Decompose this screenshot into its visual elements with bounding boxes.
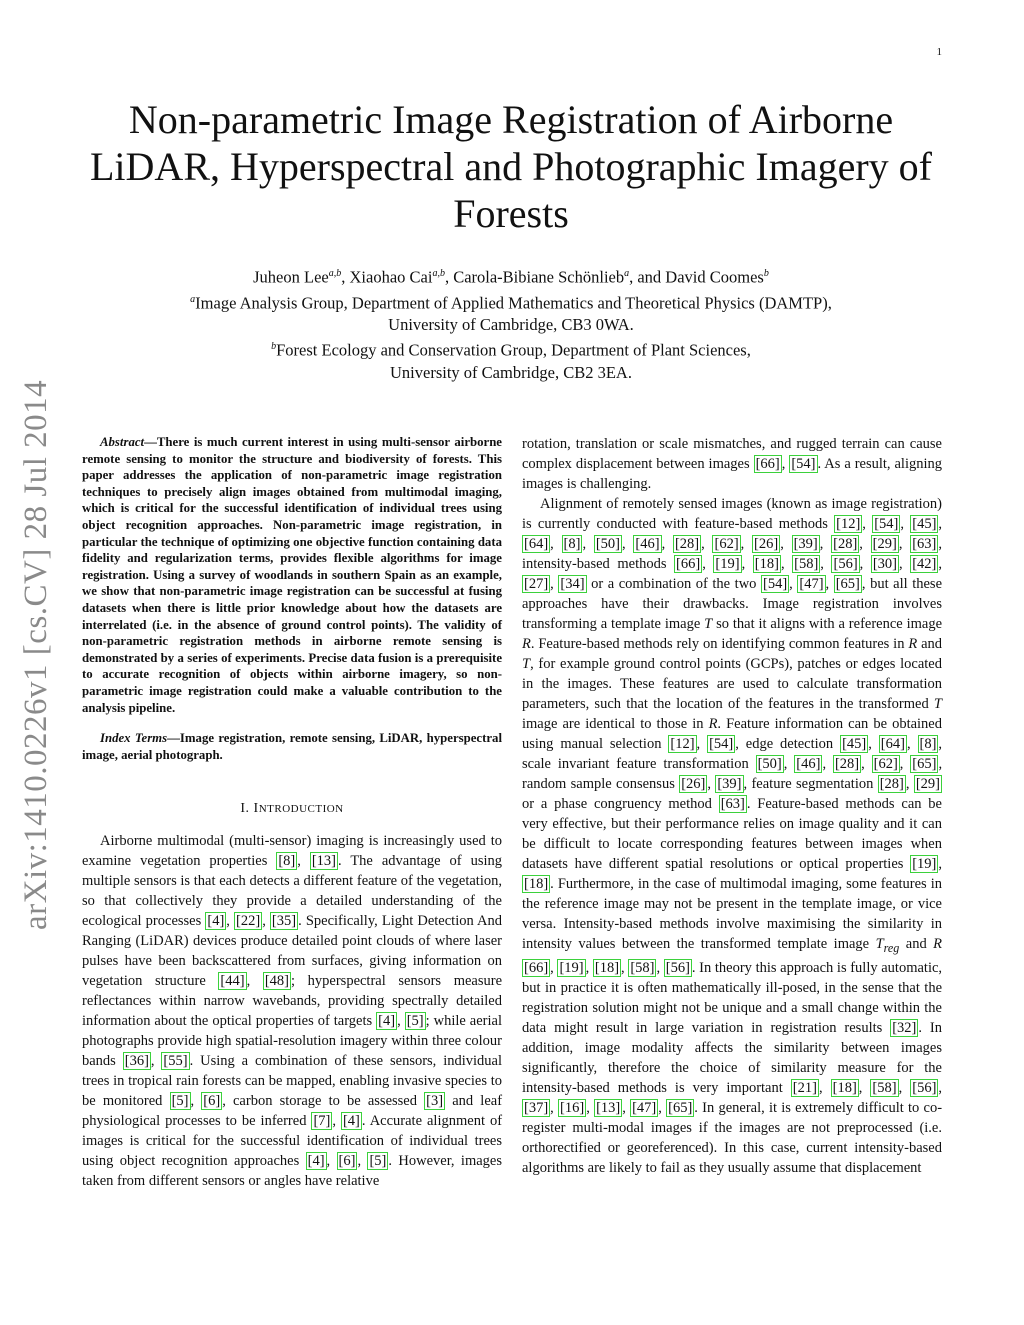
continued-paragraph: rotation, translation or scale mismatches, and rugged terrain can cause complex displacement between images [66] , [54] . As a result, aligning images is challenging. <box>522 436 943 492</box>
citation-link[interactable]: [50] <box>595 536 621 552</box>
text-run: Alignment of remotely sensed images (known as image registration) is currently conducted with feature-based methods <box>522 496 942 532</box>
citation-link[interactable]: [13] <box>596 1099 621 1116</box>
text-run: . However, images taken from different sensors or angles have relative <box>82 1153 503 1190</box>
citation-link[interactable]: [26] <box>681 776 706 792</box>
citation-link[interactable]: [28] <box>674 536 700 552</box>
paper-title: Non-parametric Image Registration of Airborne LiDAR, Hyperspectral and Photographic Imagery of Forests <box>90 97 932 236</box>
index-terms-text: Image registration, remote sensing, LiDAR, hyperspectral image, aerial photograph. <box>82 731 503 762</box>
author-name: Xiaohao Cai <box>349 267 433 287</box>
citation-link[interactable]: [66] <box>676 556 701 572</box>
citation-link[interactable]: [13] <box>311 853 337 870</box>
citation-link[interactable]: [12] <box>836 516 861 532</box>
section-heading <box>82 799 502 819</box>
citation-link[interactable]: [58] <box>794 556 819 572</box>
citation-link[interactable]: [66] <box>524 959 549 976</box>
citation-link[interactable]: [64] <box>524 536 549 552</box>
citation-link[interactable]: [29] <box>915 776 941 792</box>
text-run: . Specifically, Light Detection And Ranging (LiDAR) devices produce detailed point clouds of where laser pulses have been backscattered from surfaces, giving information on vegetation structure <box>82 913 503 990</box>
math-subscript: reg <box>883 940 900 955</box>
text-run: or a combination of the two <box>586 576 757 592</box>
citation-link[interactable]: [26] <box>754 536 779 552</box>
author-name: and David Coomes <box>637 267 764 287</box>
citation-link[interactable]: [28] <box>834 756 860 772</box>
citation-link[interactable]: [65] <box>835 576 860 592</box>
left-column <box>82 434 502 1191</box>
text-run: and <box>899 936 927 952</box>
text-run: . As a result, aligning images is challenging. <box>522 456 943 492</box>
math-symbol: R <box>708 716 718 732</box>
citation-group: [21] , [18] , [58] , [56] , [37] , [16] , [13] , [47] , [65] <box>524 1079 943 1116</box>
author-name: Carola-Bibiane Schönlieb <box>453 267 625 287</box>
citation-group: [26] , [39] <box>681 776 742 792</box>
citation-link[interactable]: [19] <box>715 556 740 572</box>
text-run: Airborne multimodal (multi-sensor) imaging is increasingly used to examine vegetation properties <box>82 833 502 870</box>
text-run: rotation, translation or scale mismatches, and rugged terrain can cause complex displacement between images <box>522 436 942 472</box>
text-run: and leaf physiological processes to be inferred <box>82 1093 503 1130</box>
text-run: . Accurate alignment of images is critical for the successful identification of individual trees using object recognition approaches <box>82 1113 503 1170</box>
text-run: . Using a combination of these sensors, individual trees in tropical rain forests can be mapped, enabling invasive species to be monitored <box>82 1053 502 1110</box>
citation-link[interactable]: [19] <box>912 856 937 872</box>
citation-link[interactable]: [4] <box>342 1113 360 1130</box>
citation-link[interactable]: [5] <box>369 1153 387 1170</box>
math-symbol: T <box>933 696 942 712</box>
citation-link[interactable]: [62] <box>873 756 898 772</box>
citation-link[interactable]: [56] <box>833 556 858 572</box>
citation-link[interactable]: [8] <box>278 853 296 870</box>
citation-link[interactable]: [35] <box>271 913 297 930</box>
affiliation-line: University of Cambridge, CB3 0WA. <box>388 315 634 334</box>
text-run: . Furthermore, in the case of multimodal imaging, some features in the reference image may not be present in the template image, or vice versa. Intensity-based methods involve maximising the similarity in intensity values between the transformed template image <box>522 876 942 952</box>
author-affiliation-mark: a <box>624 268 630 279</box>
citation-link[interactable]: [18] <box>832 1079 857 1096</box>
author-list: Juheon Lee$^{a,b}$, Xiaohao Cai$^{a,b}$, Carola-Bibiane Schönlieb$^a$, and David Coomes$^b$ <box>253 267 769 287</box>
text-run: . In theory this approach is fully automatic, but in practice it is often mathematically ill-posed, in the sense that the registration solution might not be unique and a small change within the data might result in large variation in registration results <box>522 959 943 1036</box>
affiliation-line: University of Cambridge, CB2 3EA. <box>390 362 632 382</box>
citation-link[interactable]: [54] <box>709 736 734 752</box>
text-run: . Feature-based methods rely on identifying common features in <box>530 636 905 652</box>
citation-group: [45] , [64] , [8] <box>842 736 937 752</box>
citation-link[interactable]: [4] <box>207 913 225 930</box>
citation-group: [66] , [19] , [18] , [58] , [56] <box>524 959 690 976</box>
citation-link[interactable]: [64] <box>880 736 905 752</box>
citation-link[interactable]: [8] <box>563 536 581 552</box>
citation-group <box>719 795 747 813</box>
math-symbol: T <box>704 616 713 632</box>
author-name: Juheon Lee <box>253 267 329 287</box>
citation-link[interactable]: [32] <box>892 1019 917 1036</box>
abstract: Abstract—There is much current interest in using multi-sensor airborne remote sensing to monitor the structure and biodiversity of forests. This paper addresses the application of non-parametric image registration techniques to precisely align images obtained from multimodal imaging, which is critical for the successful identification of individual trees using object recognition approaches. Non-parametric image registration, in particular the technique of optimizing one objective function containing data fidelity and regularization terms, provides flexible algorithms for image registration. Using a survey of woodlands in southern Spain as an example, we show that non-parametric image registration can be successful at fusing datasets when there is little prior knowledge about how the datasets are interrelated (i.e. in the absence of ground control points). The validity of non-parametric registration methods in airborne remote sensing is demonstrated by a series of experiments. Precise data fusion is a prerequisite to accurate recognition of objects within airborne imagery, so non-parametric image registration could make a valuable contribution to the analysis pipeline. <box>82 435 502 715</box>
citation-link[interactable]: [18] <box>594 959 620 976</box>
citation-link[interactable]: [30] <box>872 556 898 572</box>
citation-link[interactable]: [16] <box>560 1099 585 1116</box>
citation-link[interactable]: [65] <box>668 1099 693 1116</box>
citation-link[interactable]: [21] <box>792 1079 817 1096</box>
text-run: , scale invariant feature transformation <box>522 736 943 772</box>
citation-link[interactable]: [22] <box>236 913 261 930</box>
math-symbol: R <box>933 936 943 952</box>
text-run: , edge detection <box>735 736 834 752</box>
citation-group: [50] , [46] , [28] , [62] , [65] <box>757 756 937 772</box>
author-affiliation-mark: a,b <box>432 268 445 279</box>
citation-link[interactable]: [37] <box>524 1099 549 1116</box>
text-run: . The advantage of using multiple sensors is that each detects a different feature of the vegetation, so that collectively they provide a detailed understanding of the ecological processes <box>82 853 502 930</box>
title-block <box>80 96 942 384</box>
affiliation-mark: b <box>271 341 277 352</box>
citation-link[interactable]: [65] <box>912 756 937 772</box>
math-symbol: R <box>522 636 531 652</box>
citation-link[interactable]: [28] <box>879 776 904 792</box>
citation-link[interactable]: [5] <box>406 1013 424 1030</box>
citation-link[interactable]: [55] <box>163 1053 188 1070</box>
citation-link[interactable]: [50] <box>757 756 782 772</box>
citation-link[interactable]: [47] <box>799 576 824 592</box>
citation-link[interactable]: [54] <box>791 456 816 472</box>
citation-link[interactable]: [42] <box>912 556 937 572</box>
citation-link[interactable]: [12] <box>670 736 695 752</box>
citation-link[interactable]: [47] <box>632 1099 657 1116</box>
math-symbol <box>875 936 900 955</box>
citation-link[interactable]: [56] <box>912 1079 937 1096</box>
section-title-initial: I <box>253 801 259 817</box>
math-symbol: R <box>908 636 918 652</box>
text-run: , for example ground control points (GCPs), patches or edges located in the images. These features are used to calculate transformation parameters, such that the location of the features in the transformed <box>522 656 942 712</box>
text-run: . In addition, image modality affects the similarity between images significantly, therefore the choice of similarity measure for the intensity-based methods is very important <box>522 1019 942 1096</box>
text-run: , but all these approaches have their drawbacks. Image registration involves transforming a template image <box>522 576 943 632</box>
citation-group <box>890 1019 918 1037</box>
citation-link[interactable]: [6] <box>203 1093 221 1110</box>
citation-link[interactable]: [56] <box>665 959 690 976</box>
citation-link[interactable]: [62] <box>714 536 739 552</box>
citation-group: [12] , [54] , [45] , [64] , [8] , [50] , [46] , [28] , [62] , [26] , [39] , [28] , [29] , [63] <box>524 516 943 552</box>
page-number: 1 <box>936 46 942 58</box>
text-run: . In general, it is extremely difficult to co-register multi-modal images if the images are not preprocessed (i.e. orthorectified or georeferenced). In this case, current intensity-based algorithms are likely to fail as they usually assume that displacement <box>522 1099 943 1176</box>
citation-link[interactable]: [45] <box>842 736 867 752</box>
affiliation-b <box>80 336 942 384</box>
text-run: ; while aerial photographs provide high spatial-resolution imagery within three colour bands <box>82 1013 503 1070</box>
affiliation-line: Image Analysis Group, Department of Applied Mathematics and Theoretical Physics (DAMTP), <box>195 293 832 312</box>
section-number: I. <box>240 801 250 817</box>
citation-link[interactable]: [54] <box>874 516 899 532</box>
right-column <box>522 434 942 1178</box>
abstract-text: There is much current interest in using multi-sensor airborne remote sensing to monitor the structure and biodiversity of forests. This paper addresses the application of non-parametric image registration techniques to precisely align images obtained from multimodal imaging, which is critical for the successful identification of individual trees using object recognition approaches. Non-parametric image registration, in particular the technique of optimizing one objective function containing data fidelity and regularization terms, provides flexible algorithms for image registration. Using a survey of woodlands in southern Spain as an example, we show that non-parametric image registration can be successful at fusing datasets when there is little prior knowledge about how the datasets are interrelated (i.e. in the absence of ground control points). The validity of non-parametric registration methods in airborne remote sensing is demonstrated by a series of experiments. Precise data fusion is a prerequisite to accurate recognition of objects within airborne imagery, so non-parametric image registration could make a valuable contribution to the analysis pipeline. <box>82 435 502 715</box>
citation-link[interactable]: [7] <box>313 1113 331 1130</box>
affiliation-mark: a <box>190 293 196 305</box>
citation-link[interactable]: [6] <box>338 1153 356 1170</box>
citation-link[interactable]: [4] <box>378 1013 396 1030</box>
math-symbol-base: T <box>875 936 884 952</box>
citation-link[interactable]: [63] <box>720 796 745 812</box>
citation-group: [28] , [29] <box>879 776 941 792</box>
citation-link[interactable]: [58] <box>872 1079 897 1096</box>
citation-link[interactable]: [27] <box>524 576 549 592</box>
affiliation-line: Forest Ecology and Conservation Group, Department of Plant Sciences, <box>276 340 751 360</box>
citation-link[interactable]: [45] <box>912 516 937 532</box>
citation-link[interactable]: [39] <box>717 776 742 792</box>
abstract-label: Abstract <box>100 435 145 449</box>
arxiv-identifier: arXiv:1410.0226v1 [cs.CV] 28 Jul 2014 <box>18 379 54 930</box>
index-terms: Index Terms—Image registration, remote sensing, LiDAR, hyperspectral image, aerial photograph. <box>82 731 503 762</box>
text-run: . Feature information can be obtained using manual selection <box>522 716 942 752</box>
index-terms-label: Index Terms <box>100 731 168 746</box>
citation-group: [19] , [18] <box>524 856 943 892</box>
affiliation-a <box>80 289 942 337</box>
section-title-rest: NTRODUCTION <box>258 803 344 816</box>
citation-link[interactable]: [5] <box>171 1093 189 1110</box>
citation-link[interactable]: [39] <box>793 536 818 552</box>
citation-link[interactable]: [44] <box>220 973 245 990</box>
citation-link[interactable]: [18] <box>754 556 779 572</box>
citation-link[interactable]: [36] <box>124 1053 149 1070</box>
author-affiliation-mark: b <box>763 268 769 279</box>
text-run: and <box>917 636 943 652</box>
citation-link[interactable]: [63] <box>912 536 937 552</box>
math-symbol: T <box>522 656 531 672</box>
author-affiliation-mark: a,b <box>328 268 342 279</box>
citation-link[interactable]: [48] <box>264 973 289 990</box>
text-run: or a phase congruency method <box>522 796 712 812</box>
citation-group: [54] , [47] , [65] <box>763 576 860 592</box>
intro-paragraph: Airborne multimodal (multi-sensor) imaging is increasingly used to examine vegetation properties [8] , [13] . The advantage of using multiple sensors is that each detects a different feature of the vegetation, so that collectively they provide a detailed understanding of the ecological processes [4] , [22] , [35] . Specifically, Light Detection And Ranging (LiDAR) devices produce detailed point clouds of where laser pulses have been backscattered from surfaces, giving information on vegetation structure [44] , [48] ; hyperspectral sensors measure reflectances within narrow wavebands, providing spectrally detailed information about the optical properties of targets [4] , [5] ; while aerial photographs provide high spatial-resolution imagery within three colour bands [36] , [55] . Using a combination of these sensors, individual trees in tropical rain forests can be mapped, enabling invasive species to be monitored [5] , [6] , carbon storage to be assessed [3] and leaf physiological processes to be inferred [7] , [4] . Accurate alignment of images is critical for the successful identification of individual trees using object recognition approaches [4] , [6] , [5] . However, images taken from different sensors or angles have relative <box>82 833 503 1190</box>
text-run: ; hyperspectral sensors measure reflectances within narrow wavebands, providing spectrally detailed information about the optical properties of targets <box>82 973 503 1030</box>
text-run: , carbon storage to be assessed <box>222 1093 417 1110</box>
citation-link[interactable]: [29] <box>872 536 897 552</box>
citation-link[interactable]: [54] <box>763 576 788 592</box>
citation-link[interactable]: [28] <box>833 536 858 552</box>
registration-paragraph <box>522 494 942 1178</box>
text-run: , intensity-based methods <box>522 536 943 572</box>
citation-link[interactable]: [34] <box>560 576 585 592</box>
text-run: , feature segmentation <box>743 776 874 792</box>
citation-link[interactable]: [66] <box>755 456 780 472</box>
citation-link[interactable]: [3] <box>426 1093 444 1110</box>
citation-link[interactable]: [4] <box>307 1153 325 1170</box>
text-run: . Feature-based methods can be very effective, but their performance relies on image quality and it can be difficult to locate corresponding features between images when datasets have different spatial resolutions or optical properties <box>522 796 942 872</box>
text-run: so that it aligns with a reference image <box>712 616 943 632</box>
citation-link[interactable]: [8] <box>919 736 937 752</box>
text-run: , random sample consensus <box>522 756 943 792</box>
citation-group: [66] , [19] , [18] , [58] , [56] , [30] , [42] , [27] , [34] <box>524 556 942 592</box>
citation-link[interactable]: [58] <box>630 959 655 976</box>
citation-link[interactable]: [19] <box>559 959 584 976</box>
citation-link[interactable]: [46] <box>796 756 821 772</box>
citation-link[interactable]: [46] <box>635 536 660 552</box>
text-run: image are identical to those in <box>522 716 704 732</box>
citation-group: [12] , [54] <box>670 736 734 752</box>
citation-link[interactable]: [18] <box>524 876 549 892</box>
